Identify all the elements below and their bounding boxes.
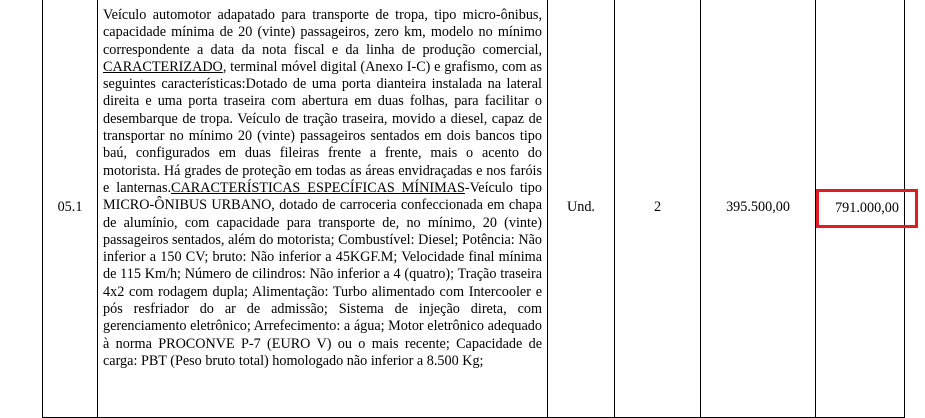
table-row [43, 0, 905, 418]
item-total-price: 791.000,00 [816, 189, 918, 228]
item-number: 05.1 [43, 0, 98, 418]
item-total-cell [816, 0, 905, 418]
item-description [98, 0, 548, 418]
description-text [103, 7, 542, 370]
description-underlined-2: CARACTERÍSTICAS ESPECÍFICAS MÍNIMAS [171, 179, 465, 196]
item-unit: Und. [548, 0, 615, 418]
description-underlined-1: CARACTERIZADO [103, 58, 223, 75]
description-part-2: , terminal móvel digital (Anexo I-C) e grafismo, com as seguintes características:Dotado de uma porta dianteira instalada na lateral direita e uma porta traseira com abertura em duas folhas, para facilitar o desembarque de tropa. Veículo de tração traseira, movido a diesel, capaz de transportar no mínimo 20 (vinte) passageiros sentados em dois bancos tipo baú, configurados em duas fileiras frente a frente, mais o acento do motorista. Há grades de proteção em todas as áreas envidraçadas e nos faróis e lanternas. [103, 58, 542, 196]
item-quantity: 2 [615, 0, 701, 418]
items-table [42, 0, 905, 418]
description-part-1: Veículo automotor adapatado para transporte de tropa, tipo micro-ônibus, capacidade mínima de 20 (vinte) passageiros, zero km, modelo no mínimo correspondente a data da nota fiscal e da linha de produção comercial, [103, 7, 542, 58]
description-part-3: -Veículo tipo MICRO-ÔNIBUS URBANO, dotado de carroceria confeccionada em chapa de alumínio, com capacidade para transporte de, no mínimo, 20 (vinte) passageiros sentados, além do motorista; Combustível: Diesel; Potência: Não inferior a 150 CV; bruto: Não inferior a 45KGF.M; Velocidade final mínima de 115 Km/h; Número de cilindros: Não inferior a 4 (quatro); Tração traseira 4x2 com rodagem dupla; Alimentação: Turbo alimentado com Intercooler e pós resfriador do ar de admissão; Sistema de injeção direta, com gerenciamento eletrônico; Arrefecimento: a água; Motor eletrônico adequado à norma PROCONVE P-7 (EURO V) ou o mais recente; Capacidade de carga: PBT (Peso bruto total) homologado não inferior a 8.500 Kg; [103, 179, 542, 369]
item-unit-price: 395.500,00 [701, 0, 816, 418]
